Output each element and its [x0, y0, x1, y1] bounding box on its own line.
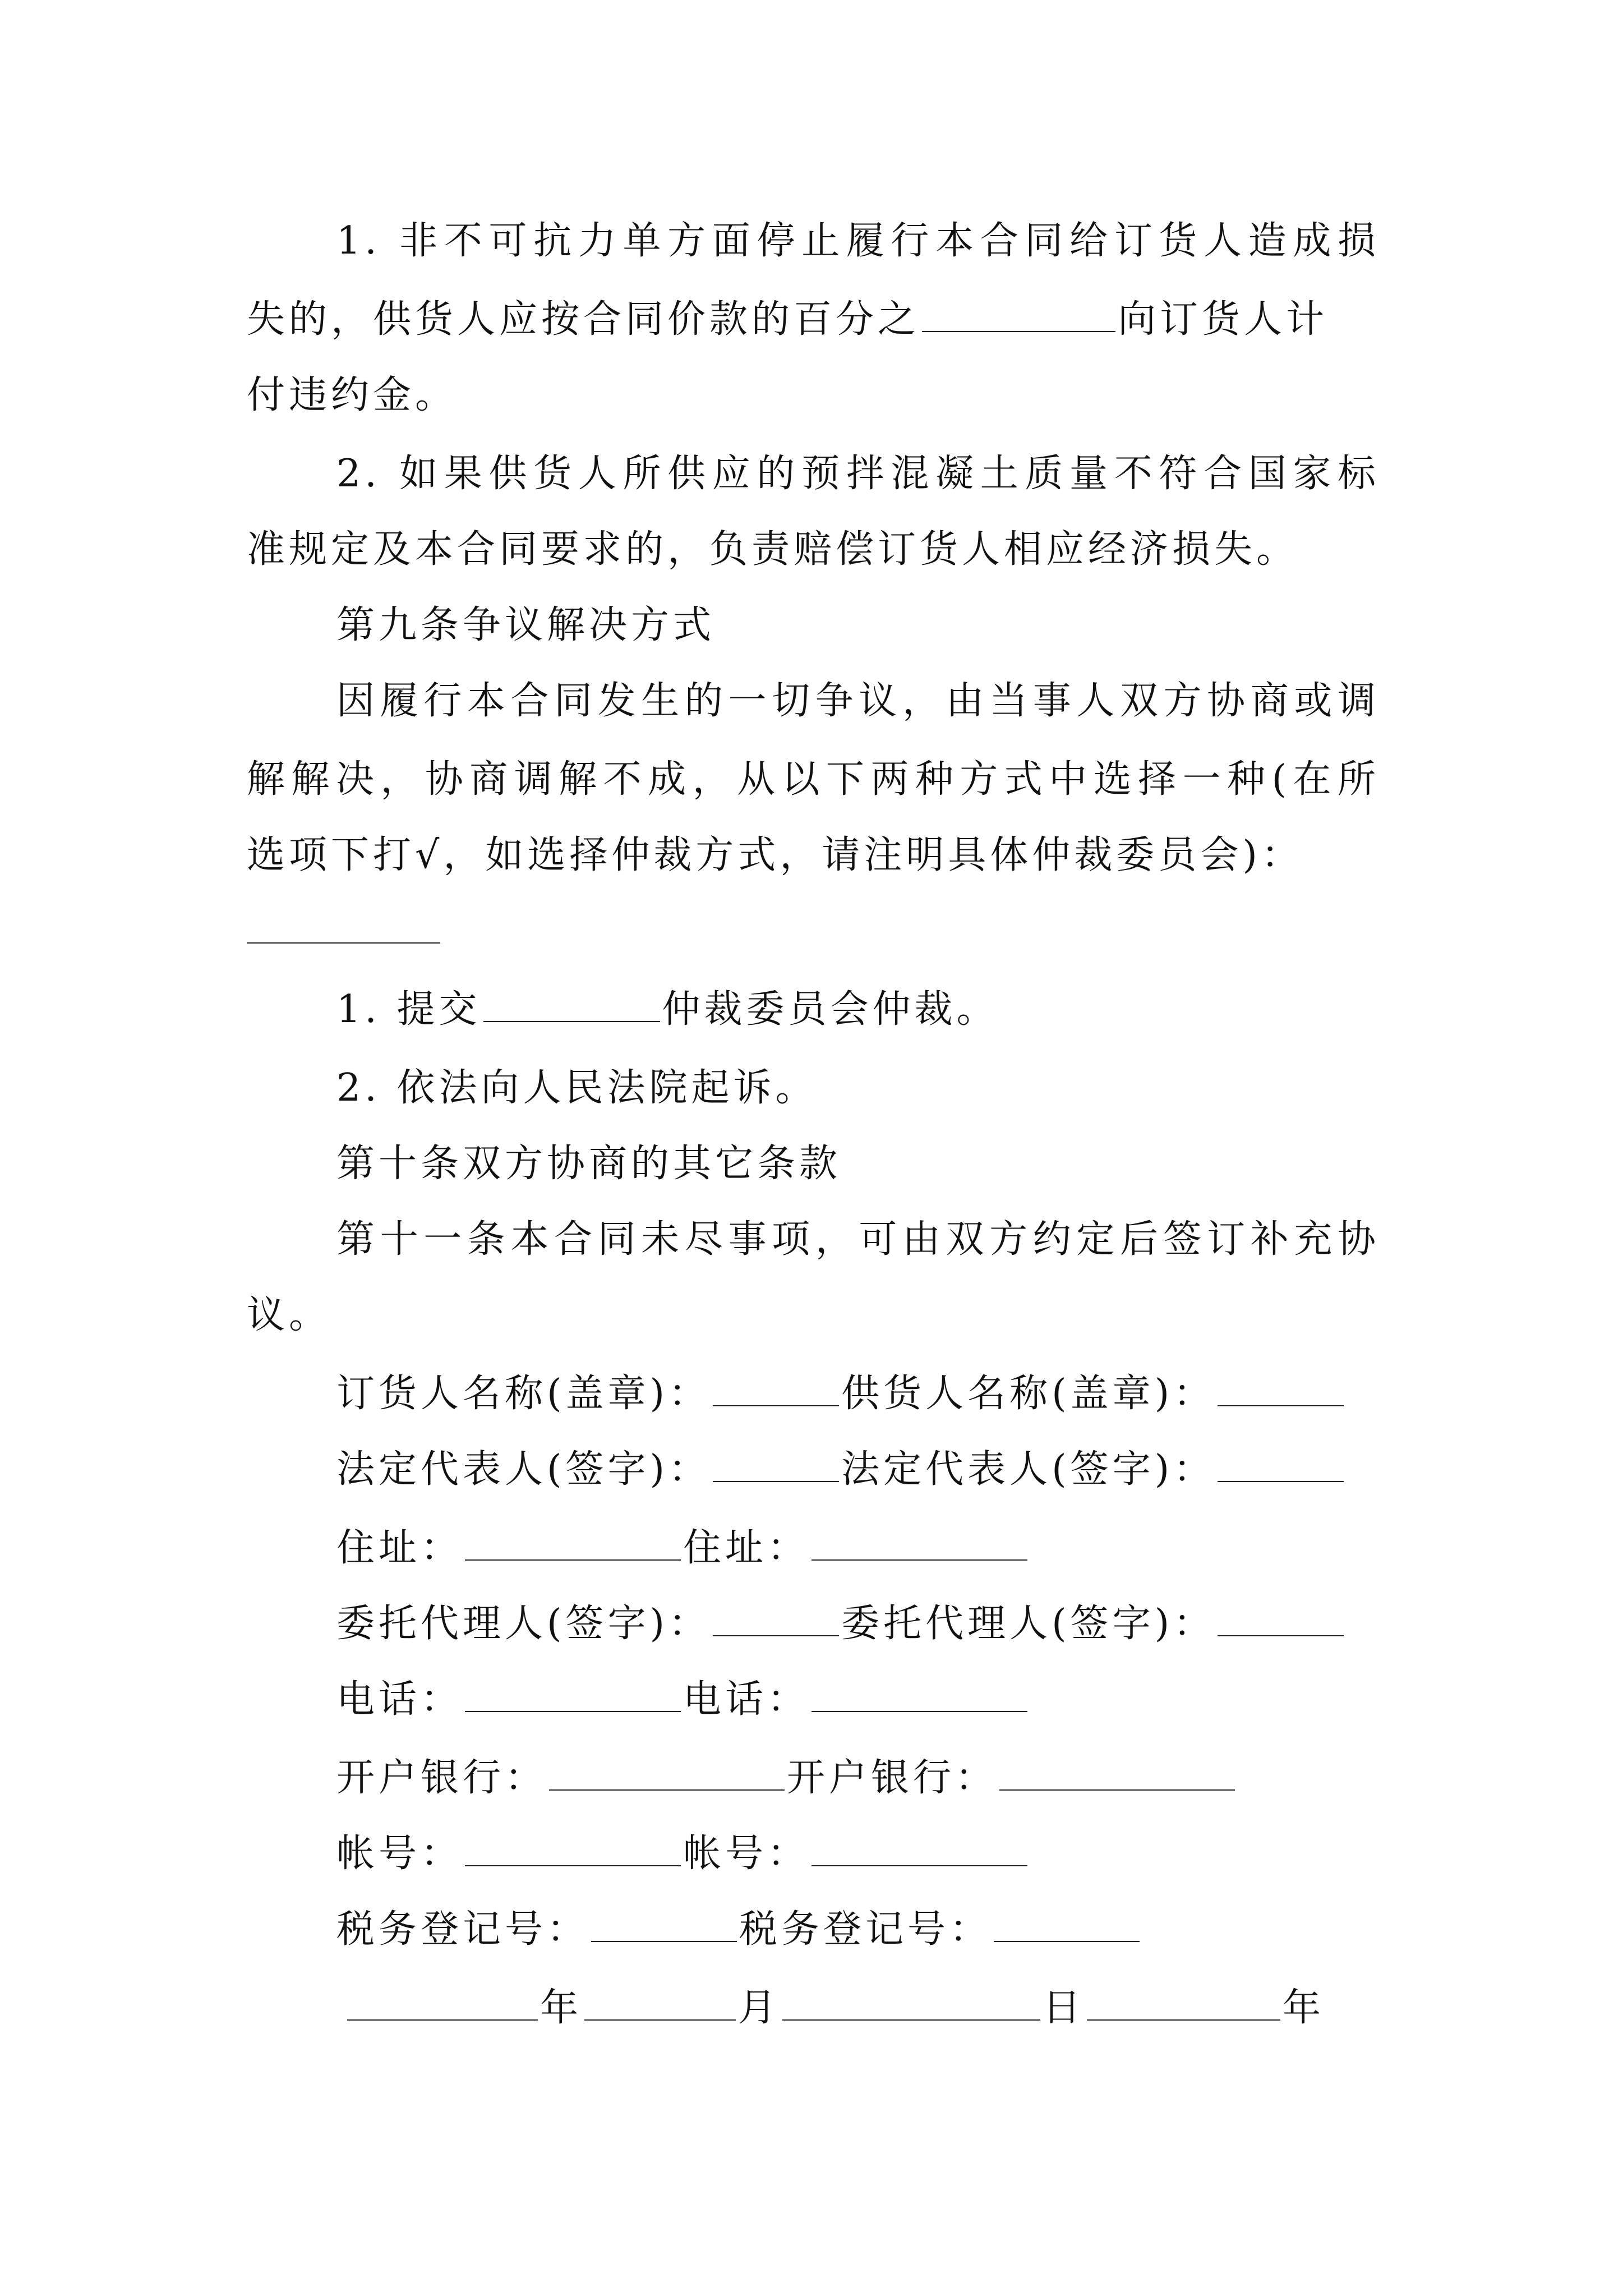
article8-item2-line1: 2. 如果供货人所供应的预拌混凝土质量不符合国家标: [336, 452, 1380, 496]
bank-blank: [549, 1755, 785, 1791]
signature-row-tax: [336, 1902, 1380, 1958]
signature-row-bank: [336, 1750, 1380, 1806]
legal-rep-blank: [1218, 1446, 1344, 1482]
orderer-name-blank: [713, 1370, 839, 1406]
address-label: 住址：: [683, 1526, 810, 1570]
article9-para-line3: 选项下打√，如选择仲裁方式，请注明具体仲裁委员会)：: [247, 833, 1303, 877]
signature-row-address: [336, 1520, 1380, 1576]
agent-label: 委托代理人(签字)：: [336, 1602, 711, 1646]
tax-blank: [994, 1906, 1140, 1942]
article9-option1: [336, 982, 1380, 1038]
tax-blank: [591, 1906, 737, 1942]
date-line: [345, 1980, 1388, 2036]
article11-line1: 第十一条本合同未尽事项，可由双方约定后签订补充协: [336, 1217, 1380, 1262]
address-blank: [465, 1525, 681, 1561]
legal-rep-label: 法定代表人(签字)：: [841, 1447, 1216, 1492]
signature-row-legal-rep: [336, 1442, 1380, 1498]
text-segment: 仲裁委员会仲裁。: [662, 987, 999, 1032]
article10-title: 第十条双方协商的其它条款: [336, 1142, 842, 1186]
month-blank: [584, 1985, 736, 2021]
year2-blank: [1087, 1985, 1280, 2021]
phone-blank: [811, 1676, 1027, 1712]
agent-blank: [713, 1600, 839, 1636]
arbitration-committee-blank: [247, 942, 440, 944]
legal-rep-label: 法定代表人(签字)：: [336, 1447, 711, 1492]
month-label: 月: [738, 1986, 781, 2030]
year-label: 年: [540, 1986, 583, 2030]
tax-label: 税务登记号：: [336, 1907, 589, 1952]
day-label: 日: [1043, 1986, 1085, 2030]
account-label: 帐号：: [336, 1832, 463, 1876]
address-blank: [811, 1525, 1027, 1561]
signature-row-phone: [336, 1672, 1380, 1728]
bank-blank: [999, 1755, 1235, 1791]
signature-row-account: [336, 1826, 1380, 1882]
article8-item2-line2: 准规定及本合同要求的，负责赔偿订货人相应经济损失。: [247, 527, 1299, 572]
text-segment: 1. 提交: [336, 987, 481, 1032]
article9-para-line1: 因履行本合同发生的一切争议，由当事人双方协商或调: [336, 679, 1380, 723]
bank-label: 开户银行：: [787, 1756, 998, 1800]
agent-label: 委托代理人(签字)：: [841, 1602, 1216, 1646]
legal-rep-blank: [713, 1446, 839, 1482]
phone-blank: [465, 1676, 681, 1712]
account-label: 帐号：: [683, 1832, 810, 1876]
penalty-percent-blank: [922, 296, 1115, 332]
tax-label: 税务登记号：: [739, 1907, 992, 1952]
text-segment: 失的，供货人应按合同价款的百分之: [247, 297, 920, 342]
bank-label: 开户银行：: [336, 1756, 547, 1800]
account-blank: [465, 1830, 681, 1866]
agent-blank: [1218, 1600, 1344, 1636]
year2-label: 年: [1283, 1986, 1325, 2030]
article9-option2: 2. 依法向人民法院起诉。: [336, 1066, 818, 1110]
article8-item1-line3: 付违约金。: [247, 373, 458, 417]
committee-name-blank: [483, 986, 660, 1022]
article9-title: 第九条争议解决方式: [336, 603, 716, 647]
article9-para-line2: 解解决，协商调解不成，从以下两种方式中选择一种(在所: [247, 757, 1380, 802]
article11-line2: 议。: [247, 1293, 331, 1337]
phone-label: 电话：: [683, 1677, 810, 1722]
day-blank: [782, 1985, 1040, 2021]
article8-item1-line1: 1. 非不可抗力单方面停止履行本合同给订货人造成损: [336, 219, 1380, 263]
phone-label: 电话：: [336, 1677, 463, 1722]
account-blank: [811, 1830, 1027, 1866]
article8-item1-line2: [247, 292, 1380, 348]
address-label: 住址：: [336, 1526, 463, 1570]
orderer-name-label: 订货人名称(盖章)：: [336, 1372, 711, 1416]
supplier-name-label: 供货人名称(盖章)：: [841, 1372, 1216, 1416]
text-segment: 向订货人计: [1118, 297, 1329, 342]
signature-row-agent: [336, 1596, 1380, 1652]
signature-row-names: [336, 1366, 1380, 1422]
supplier-name-blank: [1218, 1370, 1344, 1406]
year-blank: [347, 1985, 538, 2021]
